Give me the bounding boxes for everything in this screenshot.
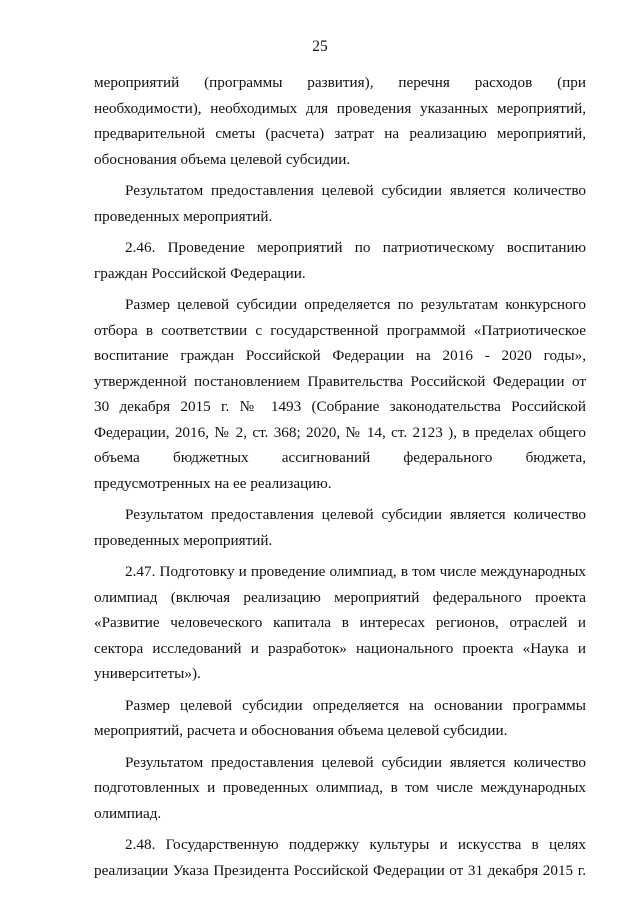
document-body bbox=[94, 70, 586, 889]
paragraph-clause-2-48: 2.48. Государственную поддержку культуры и искусства в целях реализации Указа Президента Российской Федерации от 31 декабря 2015 г. bbox=[94, 836, 586, 879]
page-number: 25 bbox=[312, 38, 328, 55]
paragraph-result-2-47: Результатом предоставления целевой субсидии является количество подготовленных и проведенных олимпиад, в том числе международных олимпиад. bbox=[94, 753, 586, 822]
paragraph-subsidy-size-2-46: Размер целевой субсидии определяется по результатам конкурсного отбора в соответствии с государственной программой «Патриотическое воспитание граждан Российской Федерации на 2016 - 2020 годы», утвержденной постановлением Правительства Российской Федерации от 30 декабря 2015 г. № 1493 (Собрание законодательства Российской Федерации, 2016, № 2, ст. 368; 2020, № 14, ст. 2123 ), в пределах общего объема бюджетных ассигнований федерального бюджета, предусмотренных на ее реализацию. bbox=[94, 296, 586, 492]
paragraph-result-2-45: Результатом предоставления целевой субсидии является количество проведенных мероприятий. bbox=[94, 182, 586, 225]
paragraph-subsidy-size-2-47: Размер целевой субсидии определяется на основании программы мероприятий, расчета и обоснования объема целевой субсидии. bbox=[94, 696, 586, 739]
paragraph-result-2-46: Результатом предоставления целевой субсидии является количество проведенных мероприятий. bbox=[94, 506, 586, 549]
paragraph-clause-2-46: 2.46. Проведение мероприятий по патриотическому воспитанию граждан Российской Федерации. bbox=[94, 239, 586, 282]
paragraph-continuation: мероприятий (программы развития), перечня расходов (при необходимости), необходимых для проведения указанных мероприятий, предварительной сметы (расчета) затрат на реализацию мероприятий, обоснования объема целевой субсидии. bbox=[94, 74, 586, 168]
paragraph-clause-2-47: 2.47. Подготовку и проведение олимпиад, в том числе международных олимпиад (включая реализацию мероприятий федерального проекта «Развитие человеческого капитала в интересах регионов, отраслей и сектора исследований и разработок» национального проекта «Наука и университеты»). bbox=[94, 563, 586, 682]
